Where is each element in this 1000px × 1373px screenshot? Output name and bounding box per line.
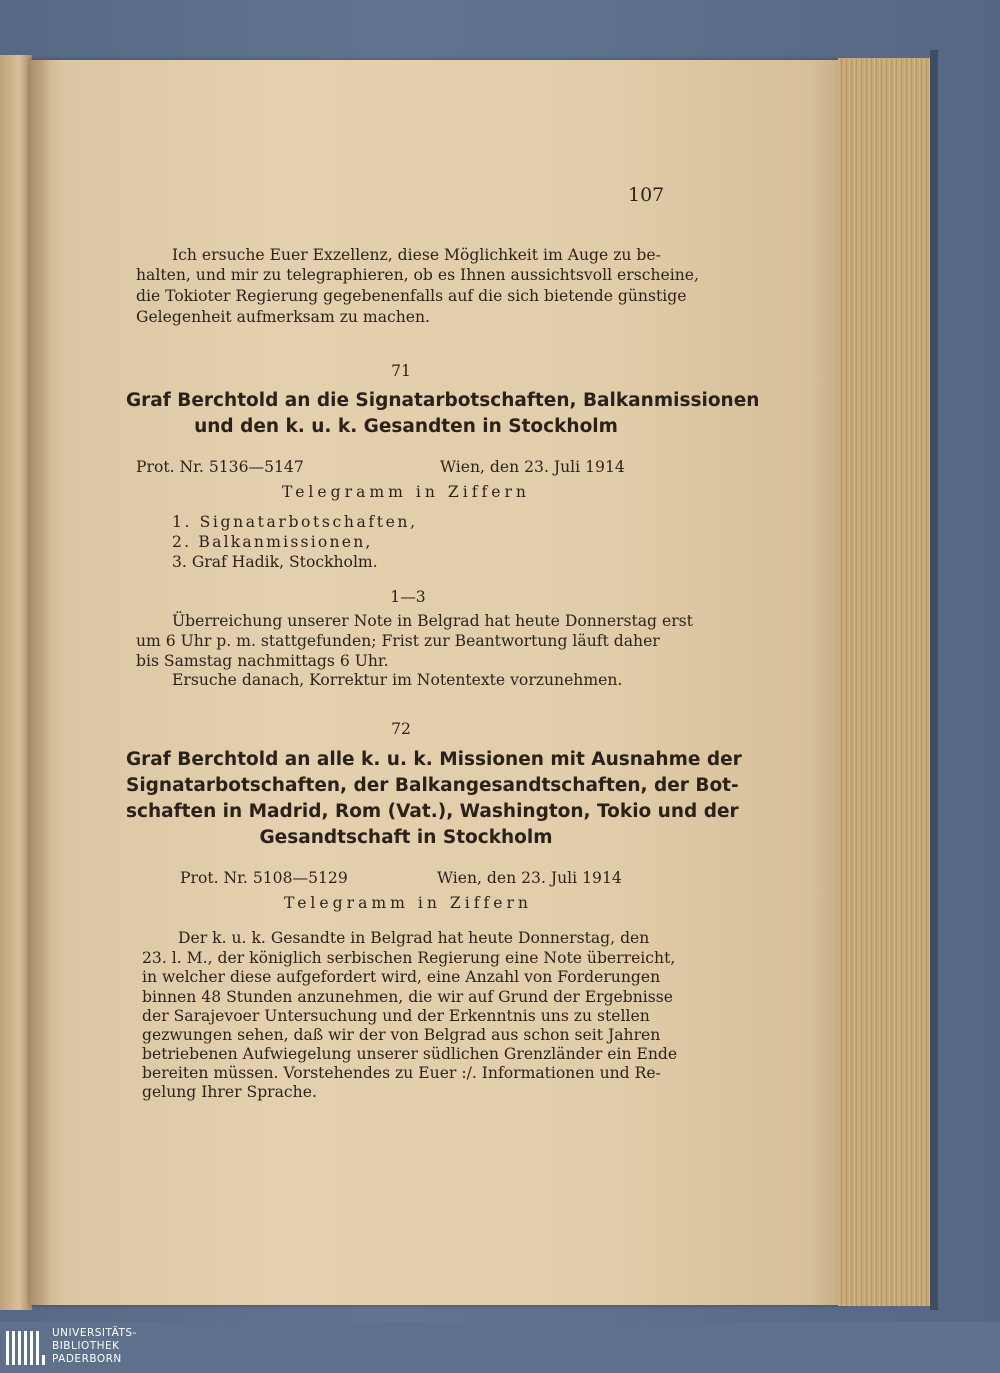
library-name-line: BIBLIOTHEK <box>52 1340 120 1352</box>
intro-line: halten, und mir zu telegraphieren, ob es Ihnen aussichtsvoll erscheine, <box>136 266 699 284</box>
recipient-item: 1. Signatarbotschaften, <box>172 513 418 531</box>
protocol-number: Prot. Nr. 5108—5129 <box>180 869 348 887</box>
page-gutter-shadow <box>28 60 52 1305</box>
library-logo-icon <box>6 1329 46 1367</box>
intro-line: Ich ersuche Euer Exzellenz, diese Möglichkeit im Auge zu be- <box>172 246 661 264</box>
dateline: Wien, den 23. Juli 1914 <box>440 458 625 476</box>
telegram-note: Telegramm in Ziffern <box>282 483 530 501</box>
body-line: Ersuche danach, Korrektur im Notentexte vorzunehmen. <box>172 671 623 689</box>
document-heading: schaften in Madrid, Rom (Vat.), Washington, Tokio und der <box>126 801 739 822</box>
intro-line: die Tokioter Regierung gegebenenfalls auf die sich bietende günstige <box>136 287 687 305</box>
body-line: betriebenen Aufwiegelung unserer südlichen Grenzländer ein Ende <box>142 1045 678 1063</box>
library-footer <box>0 1322 1000 1373</box>
document-heading: Gesandtschaft in Stockholm <box>259 827 553 848</box>
library-name-line: PADERBORN <box>52 1353 122 1365</box>
body-line: Überreichung unserer Note in Belgrad hat heute Donnerstag erst <box>172 612 693 630</box>
document-heading: Graf Berchtold an alle k. u. k. Missionen mit Ausnahme der <box>126 749 742 770</box>
document-heading: Signatarbotschaften, der Balkangesandtschaften, der Bot- <box>126 775 739 796</box>
body-line: Der k. u. k. Gesandte in Belgrad hat heute Donnerstag, den <box>178 929 650 947</box>
section-marker: 1—3 <box>390 588 426 606</box>
body-line: 23. l. M., der königlich serbischen Regierung eine Note überreicht, <box>142 949 676 967</box>
body-line: der Sarajevoer Untersuchung und der Erkenntnis uns zu stellen <box>142 1007 650 1025</box>
library-name-line: UNIVERSITÄTS- <box>52 1327 137 1339</box>
document-number: 71 <box>391 362 411 380</box>
book-cover-edge <box>930 50 938 1310</box>
recipient-item: 3. Graf Hadik, Stockholm. <box>172 553 378 571</box>
body-line: gelung Ihrer Sprache. <box>142 1083 317 1101</box>
recipient-item: 2. Balkanmissionen, <box>172 533 373 551</box>
body-line: in welcher diese aufgefordert wird, eine Anzahl von Forderungen <box>142 968 661 986</box>
protocol-number: Prot. Nr. 5136—5147 <box>136 458 304 476</box>
body-line: bis Samstag nachmittags 6 Uhr. <box>136 652 389 670</box>
body-line: um 6 Uhr p. m. stattgefunden; Frist zur Beantwortung läuft daher <box>136 632 660 650</box>
body-line: gezwungen sehen, daß wir der von Belgrad aus schon seit Jahren <box>142 1026 661 1044</box>
intro-line: Gelegenheit aufmerksam zu machen. <box>136 308 431 326</box>
body-line: bereiten müssen. Vorstehendes zu Euer :/. Informationen und Re- <box>142 1064 661 1082</box>
page-number: 107 <box>628 184 665 206</box>
document-heading: Graf Berchtold an die Signatarbotschaften, Balkanmissionen <box>126 390 760 411</box>
page-block-edges <box>838 58 932 1306</box>
document-heading: und den k. u. k. Gesandten in Stockholm <box>194 416 618 437</box>
document-number: 72 <box>391 720 411 738</box>
dateline: Wien, den 23. Juli 1914 <box>437 869 622 887</box>
telegram-note: Telegramm in Ziffern <box>284 894 532 912</box>
body-line: binnen 48 Stunden anzunehmen, die wir auf Grund der Ergebnisse <box>142 988 674 1006</box>
